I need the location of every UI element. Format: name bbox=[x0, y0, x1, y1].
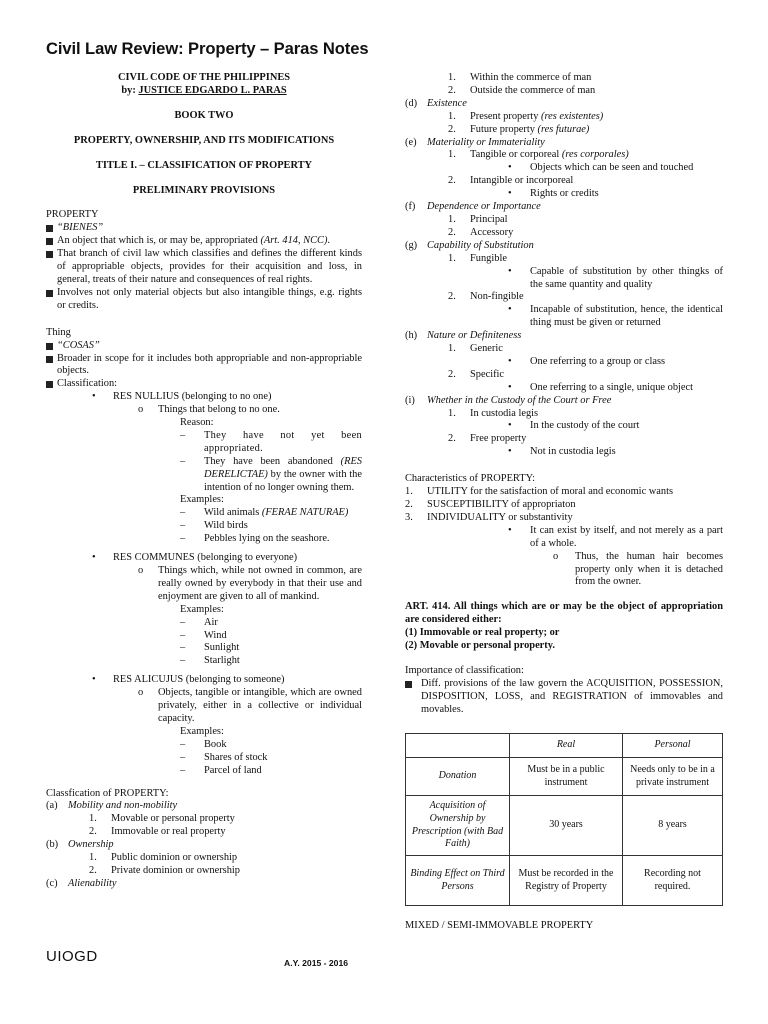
square-bullet-icon bbox=[46, 378, 57, 388]
item-number: 2. bbox=[448, 123, 456, 135]
bullet-dot-icon: • bbox=[508, 162, 512, 174]
item-text: Existence bbox=[427, 97, 467, 109]
item-number: 2. bbox=[89, 826, 97, 838]
bullet-text: One referring to a group or class bbox=[530, 355, 666, 367]
item-text: Public dominion or ownership bbox=[111, 852, 238, 864]
item-label: (c) bbox=[46, 877, 58, 889]
item-text: Non-fingible bbox=[470, 291, 524, 303]
item-label: (b) bbox=[46, 839, 59, 851]
author-name: JUSTICE EDGARDO L. PARAS bbox=[138, 84, 287, 96]
list-item bbox=[46, 222, 362, 235]
bullet-text: Involves not only material objects but also intangible things, e.g. rights or credits. bbox=[57, 286, 362, 311]
list-item bbox=[405, 551, 723, 590]
list-item bbox=[405, 124, 723, 137]
item-text: Private dominion or ownership bbox=[111, 864, 241, 876]
list-item bbox=[46, 813, 362, 826]
list-item bbox=[405, 678, 723, 717]
item-label: (f) bbox=[405, 201, 416, 213]
item-number: 1. bbox=[448, 213, 456, 225]
list-item bbox=[46, 739, 362, 752]
list-item bbox=[405, 420, 723, 433]
item-text: Outside the commerce of man bbox=[470, 84, 596, 96]
dash-bullet-icon: – bbox=[180, 520, 186, 532]
item-text: Alienability bbox=[68, 877, 117, 889]
text-span: (res corporales) bbox=[561, 149, 629, 161]
table-cell: Recording not required. bbox=[623, 856, 723, 906]
bullet-text: Things that belong to no one. bbox=[158, 404, 280, 416]
item-label: (h) bbox=[405, 330, 418, 342]
bullet-text: “COSAS” bbox=[57, 339, 100, 351]
list-item bbox=[405, 525, 723, 551]
list-item bbox=[46, 533, 362, 546]
list-item bbox=[405, 175, 723, 188]
list-item bbox=[405, 433, 723, 446]
bullet-dot-icon: • bbox=[508, 446, 512, 458]
title-one: TITLE I. – CLASSIFICATION OF PROPERTY bbox=[95, 159, 313, 171]
bullet-text: Pebbles lying on the seashore. bbox=[204, 533, 330, 545]
list-item bbox=[46, 826, 362, 839]
bullet-text: RES NULLIUS (belonging to no one) bbox=[113, 391, 272, 403]
bullet-text: Sunlight bbox=[204, 642, 240, 654]
table-cell: Must be in a public instrument bbox=[510, 758, 623, 796]
list-item bbox=[46, 687, 362, 726]
item-number: 2. bbox=[448, 226, 456, 238]
text-span: Present property bbox=[470, 110, 541, 122]
dash-bullet-icon: – bbox=[180, 655, 186, 667]
item-text: In custodia legis bbox=[470, 407, 539, 419]
table-header-cell: Personal bbox=[623, 734, 723, 758]
circle-bullet-icon: o bbox=[138, 404, 144, 416]
bullet-text: Classification: bbox=[57, 378, 118, 390]
list-item bbox=[46, 456, 362, 495]
list-item bbox=[405, 201, 723, 214]
bullet-text bbox=[204, 507, 362, 520]
list-item bbox=[405, 137, 723, 150]
item-number: 1. bbox=[448, 110, 456, 122]
list-item bbox=[46, 378, 362, 391]
item-text bbox=[470, 124, 589, 137]
item-label: (g) bbox=[405, 239, 418, 251]
list-item bbox=[405, 395, 723, 408]
item-text: Accessory bbox=[470, 226, 514, 238]
list-item bbox=[405, 512, 723, 525]
list-item bbox=[46, 404, 362, 417]
article-414-item: (1) Immovable or real property; or bbox=[405, 627, 560, 639]
item-text: Materiality or Immateriality bbox=[427, 136, 545, 148]
table-header-row bbox=[406, 734, 723, 758]
dash-bullet-icon: – bbox=[180, 507, 186, 519]
list-item bbox=[405, 382, 723, 395]
dash-bullet-icon: – bbox=[180, 642, 186, 654]
code-title: CIVIL CODE OF THE PHILIPPINES bbox=[117, 72, 291, 83]
square-bullet-icon bbox=[46, 222, 57, 232]
list-item bbox=[405, 149, 723, 162]
table-row bbox=[406, 856, 723, 906]
dash-bullet-icon: – bbox=[180, 764, 186, 776]
list-item bbox=[46, 287, 362, 313]
bullet-dot-icon: • bbox=[508, 188, 512, 200]
bullet-text: Things which, while not owned in common, are really owned by everybody in that their use and enjoyment are given to all of mankind. bbox=[158, 565, 362, 602]
bullet-text: Parcel of land bbox=[204, 764, 262, 776]
bullet-text: Starlight bbox=[204, 655, 240, 667]
bullet-text: Wild birds bbox=[204, 520, 248, 532]
item-text: UTILITY for the satisfaction of moral and economic wants bbox=[427, 486, 674, 498]
item-number: 2. bbox=[89, 864, 97, 876]
item-number: 1. bbox=[448, 407, 456, 419]
item-text: Principal bbox=[470, 213, 508, 225]
list-item bbox=[46, 507, 362, 520]
item-number: 1. bbox=[448, 72, 456, 83]
item-text bbox=[470, 149, 629, 162]
table-row bbox=[406, 796, 723, 856]
text-span: (res futurae) bbox=[537, 123, 590, 135]
mixed-property-heading: MIXED / SEMI-IMMOVABLE PROPERTY bbox=[405, 920, 594, 931]
bullet-dot-icon: • bbox=[508, 420, 512, 432]
item-number: 1. bbox=[448, 343, 456, 355]
list-item bbox=[46, 430, 362, 456]
circle-bullet-icon: o bbox=[138, 565, 144, 576]
text-span: (Art. 414, NCC) bbox=[260, 235, 328, 247]
item-text: INDIVIDUALITY or substantivity bbox=[427, 511, 573, 523]
bullet-dot-icon: • bbox=[508, 265, 512, 277]
list-item bbox=[46, 765, 362, 778]
list-item bbox=[405, 486, 723, 499]
bullet-text: RES ALICUJUS (belonging to someone) bbox=[113, 674, 285, 686]
item-number: 1. bbox=[405, 486, 413, 498]
item-label: (a) bbox=[46, 800, 58, 812]
dash-bullet-icon: – bbox=[180, 533, 186, 545]
square-bullet-icon bbox=[405, 678, 421, 688]
list-item bbox=[405, 356, 723, 369]
table-header-cell: Real bbox=[510, 734, 623, 758]
list-item bbox=[405, 408, 723, 421]
item-text: SUSCEPTIBILITY of appropriaton bbox=[427, 499, 576, 510]
list-item bbox=[46, 655, 362, 668]
item-text: Nature or Definiteness bbox=[427, 330, 522, 342]
circle-bullet-icon: o bbox=[553, 550, 559, 562]
item-label: (d) bbox=[405, 97, 418, 109]
item-text: Immovable or real property bbox=[111, 826, 226, 838]
text-span: (RES DERELICTAE) bbox=[204, 455, 362, 480]
list-item bbox=[405, 85, 723, 98]
examples-label: Examples: bbox=[180, 494, 224, 506]
bullet-text: Air bbox=[204, 616, 218, 628]
list-item bbox=[46, 852, 362, 865]
bullet-text: Wind bbox=[204, 629, 227, 641]
dash-bullet-icon: – bbox=[180, 629, 186, 641]
bullet-text: They have not yet been appropriated. bbox=[204, 429, 362, 454]
item-number: 2. bbox=[448, 433, 456, 445]
table-row bbox=[406, 758, 723, 796]
list-item bbox=[46, 520, 362, 533]
bullet-dot-icon: • bbox=[92, 391, 96, 403]
bullet-text: Shares of stock bbox=[204, 751, 268, 763]
text-span: An object that which is, or may be, appropriated bbox=[57, 235, 261, 247]
square-bullet-icon bbox=[46, 248, 57, 258]
item-number: 1. bbox=[448, 149, 456, 161]
right-column bbox=[405, 72, 723, 717]
list-item bbox=[405, 227, 723, 240]
bullet-text: RES COMMUNES (belonging to everyone) bbox=[113, 552, 298, 564]
item-label: (i) bbox=[405, 394, 415, 406]
table-cell: 8 years bbox=[623, 796, 723, 856]
item-number: 2. bbox=[448, 84, 456, 96]
list-item bbox=[405, 98, 723, 111]
list-item bbox=[405, 446, 723, 459]
list-item bbox=[46, 248, 362, 287]
item-number: 2. bbox=[405, 499, 413, 510]
item-text: Specific bbox=[470, 368, 505, 380]
bullet-dot-icon: • bbox=[92, 674, 96, 686]
classification-table bbox=[405, 733, 723, 906]
thing-heading: Thing bbox=[46, 326, 71, 338]
table-row-label: Binding Effect on Third Persons bbox=[406, 856, 510, 906]
book-title: BOOK TWO bbox=[174, 109, 234, 121]
bullet-text: Diff. provisions of the law govern the ACQUISITION, POSSESSION, DISPOSITION, LOSS, and REGISTRATION of immovables and movables. bbox=[421, 677, 723, 715]
bullet-dot-icon: • bbox=[508, 355, 512, 367]
list-item bbox=[405, 188, 723, 201]
dash-bullet-icon: – bbox=[180, 455, 186, 467]
property-heading: PROPERTY bbox=[46, 209, 99, 221]
list-item bbox=[405, 266, 723, 292]
bullet-text: That branch of civil law which classifies and defines the different kinds of appropriable objects, provides for their acquisition and loss, in general, treats of their nature and consequences of real rights. bbox=[57, 248, 362, 285]
bullet-dot-icon: • bbox=[508, 381, 512, 393]
dash-bullet-icon: – bbox=[180, 429, 186, 441]
examples-label: Examples: bbox=[180, 725, 224, 737]
item-number: 2. bbox=[448, 175, 456, 187]
list-item bbox=[46, 674, 362, 687]
text-span: (res existentes) bbox=[540, 110, 604, 122]
bullet-text: Objects, tangible or intangible, which are owned privately, either in a collective or individual capacity. bbox=[158, 687, 362, 724]
by-prefix: by: bbox=[121, 84, 139, 96]
item-label: (e) bbox=[405, 136, 417, 148]
item-number: 1. bbox=[448, 252, 456, 264]
item-text: Whether in the Custody of the Court or Free bbox=[427, 394, 612, 406]
item-text: Generic bbox=[470, 343, 503, 355]
bullet-text: Incapable of substitution, hence, the identical thing must be given or returned bbox=[530, 304, 723, 329]
square-bullet-icon bbox=[46, 287, 57, 297]
item-text: Ownership bbox=[68, 839, 114, 851]
text-span: They have been abandoned bbox=[204, 455, 341, 467]
square-bullet-icon bbox=[46, 235, 57, 245]
item-text: Movable or personal property bbox=[111, 813, 235, 825]
list-item bbox=[405, 240, 723, 253]
table-cell: Needs only to be in a private instrument bbox=[623, 758, 723, 796]
article-414-item: (2) Movable or personal property. bbox=[405, 640, 555, 652]
bullet-dot-icon: • bbox=[508, 524, 512, 536]
table-cell: Must be recorded in the Registry of Property bbox=[510, 856, 623, 906]
item-text: Capability of Substitution bbox=[427, 239, 534, 251]
list-item bbox=[46, 235, 362, 248]
list-item bbox=[46, 340, 362, 353]
list-item bbox=[46, 353, 362, 379]
bullet-text: One referring to a single, unique object bbox=[530, 381, 694, 393]
bullet-text: Not in custodia legis bbox=[530, 446, 616, 458]
item-text: Within the commerce of man bbox=[470, 72, 592, 83]
item-text: Dependence or Importance bbox=[427, 201, 541, 213]
square-bullet-icon bbox=[46, 353, 57, 363]
list-item bbox=[405, 343, 723, 356]
bullet-text: It can exist by itself, and not merely as a part of a whole. bbox=[530, 524, 723, 549]
item-text: Intangible or incorporeal bbox=[470, 175, 574, 187]
text-span: Tangible or corporeal bbox=[470, 149, 562, 161]
preliminary-title: PRELIMINARY PROVISIONS bbox=[132, 184, 276, 196]
list-item bbox=[405, 111, 723, 124]
bullet-dot-icon: • bbox=[508, 304, 512, 316]
text-span: by the owner with the intention of no longer owning them. bbox=[204, 468, 362, 493]
list-item bbox=[46, 752, 362, 765]
classification-heading: Classfication of PROPERTY: bbox=[46, 787, 169, 799]
bullet-text: Broader in scope for it includes both appropriable and non-appropriable objects. bbox=[57, 352, 362, 377]
item-text: Free property bbox=[470, 433, 527, 445]
bullet-dot-icon: • bbox=[92, 552, 96, 564]
reason-label: Reason: bbox=[180, 417, 214, 429]
item-number: 1. bbox=[89, 813, 97, 825]
subject-title: PROPERTY, OWNERSHIP, AND ITS MODIFICATIONS bbox=[73, 134, 335, 146]
footer-left: UIOGD bbox=[46, 948, 98, 965]
bullet-text: Capable of substitution by other thingks of the same quantity and quality bbox=[530, 265, 723, 290]
list-item bbox=[405, 291, 723, 304]
dash-bullet-icon: – bbox=[180, 738, 186, 750]
text-span: . bbox=[327, 235, 331, 247]
list-item bbox=[405, 369, 723, 382]
list-item bbox=[405, 162, 723, 175]
item-text bbox=[470, 111, 603, 124]
table-corner-cell bbox=[406, 734, 510, 758]
bullet-text: In the custody of the court bbox=[530, 420, 640, 432]
page-title: Civil Law Review: Property – Paras Notes bbox=[46, 39, 369, 58]
list-item bbox=[46, 800, 362, 813]
list-item bbox=[405, 214, 723, 227]
table-row-label: Acquisition of Ownership by Prescription (with Bad Faith) bbox=[406, 796, 510, 856]
bullet-text: Objects which can be seen and touched bbox=[530, 162, 694, 174]
bullet-text bbox=[204, 456, 362, 495]
list-item bbox=[46, 617, 362, 630]
item-number: 3. bbox=[405, 511, 413, 523]
dash-bullet-icon: – bbox=[180, 751, 186, 763]
list-item bbox=[46, 865, 362, 878]
list-item bbox=[46, 552, 362, 565]
author-line bbox=[46, 85, 362, 98]
left-column bbox=[46, 72, 362, 891]
item-text: Fungible bbox=[470, 252, 507, 264]
importance-heading: Importance of classification: bbox=[405, 664, 524, 676]
square-bullet-icon bbox=[46, 340, 57, 350]
list-item bbox=[405, 330, 723, 343]
text-span: Wild animals bbox=[204, 507, 262, 519]
examples-label: Examples: bbox=[180, 603, 224, 615]
table-row-label: Donation bbox=[406, 758, 510, 796]
footer-right: A.Y. 2015 - 2016 bbox=[284, 958, 349, 968]
list-item bbox=[46, 565, 362, 604]
list-item bbox=[46, 878, 362, 891]
text-span: (FERAE NATURAE) bbox=[261, 507, 349, 519]
bullet-text: Book bbox=[204, 738, 227, 750]
list-item bbox=[46, 839, 362, 852]
list-item bbox=[46, 391, 362, 404]
bullet-text: Rights or credits bbox=[530, 188, 599, 200]
item-number: 2. bbox=[448, 291, 456, 303]
bullet-text: “BIENES” bbox=[57, 222, 104, 234]
item-number: 2. bbox=[448, 368, 456, 380]
article-414: ART. 414. All things which are or may be the object of appropriation are considered either: bbox=[405, 601, 723, 626]
bullet-text bbox=[57, 235, 362, 248]
circle-bullet-icon: o bbox=[138, 687, 144, 699]
bullet-text: Thus, the human hair becomes property only when it is detached from the owner. bbox=[575, 550, 723, 588]
list-item bbox=[405, 304, 723, 330]
item-number: 1. bbox=[89, 852, 97, 864]
characteristics-heading: Characteristics of PROPERTY: bbox=[405, 473, 536, 485]
list-item bbox=[405, 499, 723, 512]
list-item bbox=[405, 72, 723, 85]
list-item bbox=[405, 253, 723, 266]
item-text: Mobility and non-mobility bbox=[68, 800, 178, 812]
table-cell: 30 years bbox=[510, 796, 623, 856]
dash-bullet-icon: – bbox=[180, 616, 186, 628]
list-item bbox=[46, 630, 362, 643]
list-item bbox=[46, 642, 362, 655]
text-span: Future property bbox=[470, 123, 538, 135]
